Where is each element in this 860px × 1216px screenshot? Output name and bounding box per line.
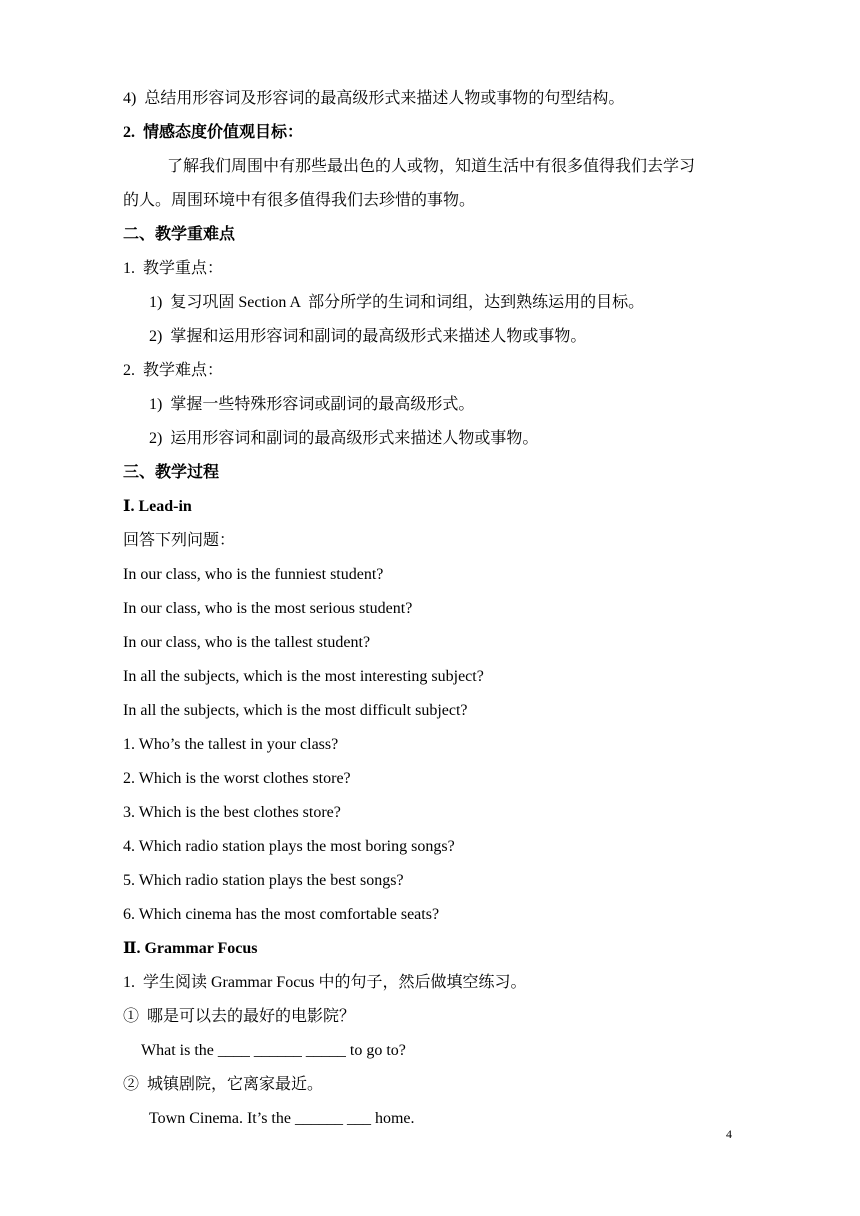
text-line: 6. Which cinema has the most comfortable seats? [123, 906, 440, 923]
text-line: 2) 掌握和运用形容词和副词的最高级形式来描述人物或事物。 [149, 328, 587, 345]
page-number: 4 [726, 1127, 732, 1141]
text-line: 1. 学生阅读 Grammar Focus 中的句子，然后做填空练习。 [123, 974, 527, 991]
text-line: 1. Who’s the tallest in your class? [123, 736, 339, 753]
text-line: In all the subjects, which is the most difficult subject? [123, 702, 468, 719]
text-line: 5. Which radio station plays the best songs? [123, 872, 404, 889]
text-line: 4) 总结用形容词及形容词的最高级形式来描述人物或事物的句型结构。 [123, 90, 625, 107]
text-line: ② 城镇剧院，它离家最近。 [123, 1076, 324, 1093]
text-line: Ⅰ. Lead-in [123, 498, 192, 515]
text-line: 2. 教学难点： [123, 362, 224, 379]
text-line: 2. Which is the worst clothes store? [123, 770, 351, 787]
text-line: In our class, who is the most serious student? [123, 600, 413, 617]
text-line: 2) 运用形容词和副词的最高级形式来描述人物或事物。 [149, 430, 539, 447]
text-line: 了解我们周围中有那些最出色的人或物，知道生活中有很多值得我们去学习 [167, 158, 696, 175]
text-line: 2. 情感态度价值观目标： [123, 124, 304, 141]
text-line: 二、教学重难点 [123, 226, 236, 243]
text-line: 3. Which is the best clothes store? [123, 804, 341, 821]
text-line: 1) 掌握一些特殊形容词或副词的最高级形式。 [149, 396, 475, 413]
text-line: What is the ____ ______ _____ to go to? [141, 1042, 406, 1059]
text-line: 的人。周围环境中有很多值得我们去珍惜的事物。 [123, 192, 476, 209]
text-line: 4. Which radio station plays the most boring songs? [123, 838, 455, 855]
text-line: 1) 复习巩固 Section A 部分所学的生词和词组，达到熟练运用的目标。 [149, 294, 645, 311]
text-line: Town Cinema. It’s the ______ ___ home. [149, 1110, 415, 1127]
text-line: 1. 教学重点： [123, 260, 224, 277]
text-line: 三、教学过程 [123, 464, 220, 481]
text-line: In our class, who is the tallest student? [123, 634, 371, 651]
text-line: In all the subjects, which is the most interesting subject? [123, 668, 484, 685]
text-line: Ⅱ. Grammar Focus [123, 940, 258, 957]
text-line: 回答下列问题： [123, 532, 236, 549]
text-line: ① 哪是可以去的最好的电影院？ [123, 1008, 356, 1025]
text-line: In our class, who is the funniest student? [123, 566, 384, 583]
